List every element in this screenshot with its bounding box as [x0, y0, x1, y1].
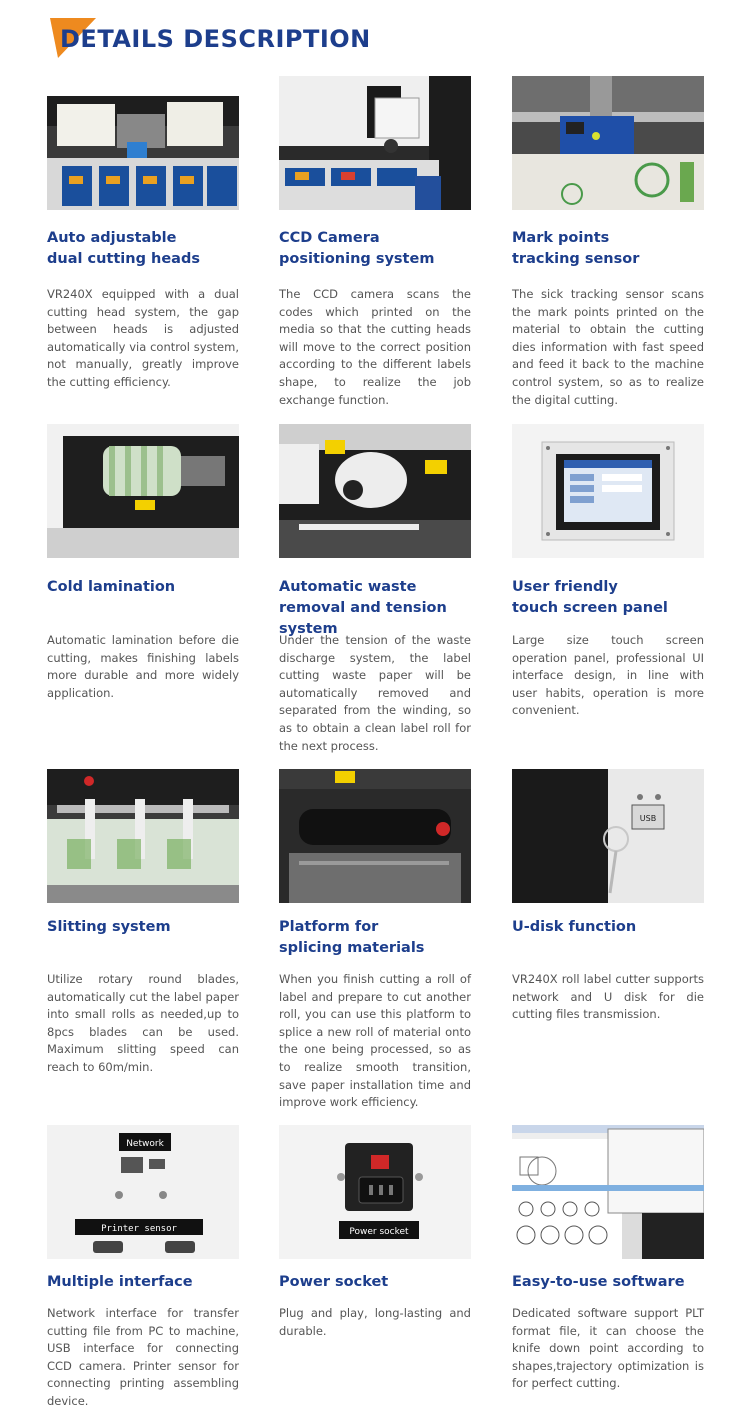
photo-multiple-interface	[47, 1125, 239, 1259]
photo-waste-removal	[279, 424, 471, 558]
feature-title: U-disk function	[512, 919, 637, 935]
feature-title: Automatic waste removal and tension system	[279, 579, 447, 637]
section-header	[50, 18, 450, 58]
feature-description: Under the tension of the waste discharge system, the label cutting waste paper will be automatically removed and separated from the winding, so as to obtain a clean label roll for the next process.	[279, 633, 471, 753]
photo-mark-sensor	[512, 76, 704, 210]
power-socket-label: Power socket	[349, 1227, 409, 1237]
feature-description: The CCD camera scans the codes which printed on the media so that the cutting heads will move to the correct position according to the different labels shape, to realize the job exchange function.	[279, 287, 471, 407]
feature-title: Slitting system	[47, 919, 171, 935]
feature-description: Automatic lamination before die cutting, makes finishing labels more durable and more widely application.	[47, 633, 239, 700]
feature-description: When you finish cutting a roll of label and prepare to cut another roll, you can use this platform to splice a new roll of material onto the one being processed, so as to realize smooth transition, save paper installation time and improve work efficiency.	[279, 972, 471, 1110]
photo-dual-cutting-heads	[47, 96, 239, 210]
photo-ccd-camera	[279, 76, 471, 210]
printer-sensor-label: Printer sensor	[101, 1224, 177, 1234]
photo-splicing-platform	[279, 769, 471, 903]
feature-title: Power socket	[279, 1274, 389, 1290]
photo-slitting	[47, 769, 239, 903]
feature-description: Utilize rotary round blades, automatically cut the label paper into small rolls as needed,up to 8pcs blades can be used. Maximum slitting speed can reach to 60m/min.	[47, 972, 239, 1074]
feature-title: Cold lamination	[47, 579, 176, 595]
feature-title: User friendly touch screen panel	[512, 579, 668, 616]
feature-description: Network interface for transfer cutting file from PC to machine, USB interface for connecting CCD camera. Printer sensor for connecting printing assembling device.	[47, 1306, 239, 1408]
photo-u-disk	[512, 769, 704, 903]
feature-title: Auto adjustable dual cutting heads	[47, 230, 200, 267]
feature-description: Large size touch screen operation panel, professional UI interface design, in line with user habits, operation is more convenient.	[512, 633, 704, 718]
photo-touch-screen	[512, 424, 704, 558]
photo-power-socket	[279, 1125, 471, 1259]
section-title: DETAILS DESCRIPTION	[60, 25, 371, 53]
photo-software	[512, 1125, 704, 1259]
feature-description: VR240X roll label cutter supports network and U disk for die cutting files transmission.	[512, 972, 704, 1022]
feature-description: VR240X equipped with a dual cutting head system, the gap between heads is adjusted automatically via control system, not manually, greatly improve the cutting efficiency.	[47, 287, 239, 389]
feature-description: Dedicated software support PLT format file, it can choose the knife down point according to shapes,trajectory optimization is for perfect cutting.	[512, 1306, 704, 1391]
feature-title: Easy-to-use software	[512, 1274, 685, 1290]
network-label: Network	[126, 1139, 164, 1149]
photo-cold-lamination	[47, 424, 239, 558]
feature-title: Multiple interface	[47, 1274, 193, 1290]
usb-label: USB	[639, 814, 657, 823]
feature-description: The sick tracking sensor scans the mark points printed on the material to obtain the cutting dies information with fast speed and feed it back to the machine control system, so as to realize the digital cutting.	[512, 287, 704, 407]
feature-title: CCD Camera positioning system	[279, 230, 435, 267]
feature-title: Platform for splicing materials	[279, 919, 425, 956]
feature-description: Plug and play, long-lasting and durable.	[279, 1306, 471, 1338]
feature-title: Mark points tracking sensor	[512, 230, 640, 267]
